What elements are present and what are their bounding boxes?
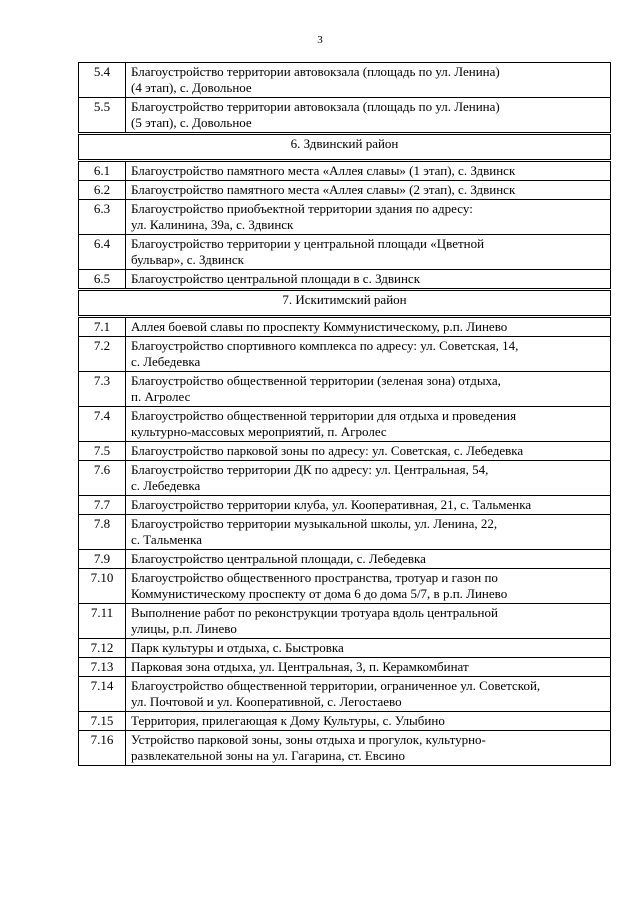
item-description — [126, 550, 611, 569]
description-line: Благоустройство территории музыкальной школы, ул. Ленина, 22, — [131, 516, 498, 531]
table-row — [79, 712, 611, 731]
item-number: 7.14 — [79, 677, 126, 712]
item-description — [126, 658, 611, 677]
item-number: 7.16 — [79, 731, 126, 766]
item-number: 6.4 — [79, 235, 126, 270]
description-line: Благоустройство памятного места «Аллея славы» (1 этап), с. Здвинск — [131, 163, 516, 178]
item-number: 7.8 — [79, 515, 126, 550]
item-number: 6.1 — [79, 161, 126, 181]
item-description — [126, 181, 611, 200]
description-line: Благоустройство приобъектной территории здания по адресу: — [131, 201, 473, 216]
description-line: Территория, прилегающая к Дому Культуры, с. Улыбино — [131, 713, 445, 728]
item-description — [126, 731, 611, 766]
description-line: бульвар», с. Здвинск — [131, 252, 244, 267]
table-row — [79, 731, 611, 766]
item-number: 7.4 — [79, 407, 126, 442]
item-description — [126, 200, 611, 235]
item-description — [126, 461, 611, 496]
item-number: 7.15 — [79, 712, 126, 731]
description-line: Благоустройство центральной площади, с. Лебедевка — [131, 551, 426, 566]
item-number: 7.6 — [79, 461, 126, 496]
item-number: 7.10 — [79, 569, 126, 604]
item-description — [126, 235, 611, 270]
item-description — [126, 639, 611, 658]
description-line: Благоустройство общественной территории для отдыха и проведения — [131, 408, 517, 423]
item-number: 6.2 — [79, 181, 126, 200]
item-number: 5.5 — [79, 98, 126, 134]
section-header-row — [79, 290, 611, 317]
item-number: 7.13 — [79, 658, 126, 677]
description-line: Коммунистическому проспекту от дома 6 до дома 5/7, в р.п. Линево — [131, 586, 508, 601]
section-title: 7. Искитимский район — [79, 290, 611, 317]
item-number: 7.9 — [79, 550, 126, 569]
item-description — [126, 63, 611, 98]
table-row — [79, 98, 611, 134]
item-number: 7.12 — [79, 639, 126, 658]
description-line: Благоустройство центральной площади в с. Здвинск — [131, 271, 421, 286]
description-line: ул. Почтовой и ул. Кооперативной, с. Легостаево — [131, 694, 402, 709]
table-row — [79, 63, 611, 98]
description-line: п. Агролес — [131, 389, 191, 404]
description-line: Благоустройство территории автовокзала (площадь по ул. Ленина) — [131, 64, 500, 79]
description-line: Парк культуры и отдыха, с. Быстровка — [131, 640, 344, 655]
item-description — [126, 270, 611, 290]
description-line: улицы, р.п. Линево — [131, 621, 237, 636]
item-number: 7.11 — [79, 604, 126, 639]
item-number: 7.5 — [79, 442, 126, 461]
description-line: Парковая зона отдыха, ул. Центральная, 3, п. Керамкомбинат — [131, 659, 469, 674]
description-line: (5 этап), с. Довольное — [131, 115, 252, 130]
description-line: Благоустройство общественной территории, ограниченное ул. Советской, — [131, 678, 541, 693]
description-line: ул. Калинина, 39а, с. Здвинск — [131, 217, 294, 232]
table-row — [79, 639, 611, 658]
item-number: 7.1 — [79, 317, 126, 337]
item-description — [126, 161, 611, 181]
item-description — [126, 337, 611, 372]
table-row — [79, 677, 611, 712]
section-header-row — [79, 134, 611, 161]
description-line: (4 этап), с. Довольное — [131, 80, 252, 95]
item-description — [126, 569, 611, 604]
item-number: 7.7 — [79, 496, 126, 515]
table-row — [79, 372, 611, 407]
item-description — [126, 677, 611, 712]
description-line: Благоустройство спортивного комплекса по адресу: ул. Советская, 14, — [131, 338, 519, 353]
table-row — [79, 337, 611, 372]
item-description — [126, 496, 611, 515]
item-description — [126, 372, 611, 407]
description-line: Аллея боевой славы по проспекту Коммунистическому, р.п. Линево — [131, 319, 508, 334]
item-number: 6.5 — [79, 270, 126, 290]
table-row — [79, 658, 611, 677]
table-row — [79, 496, 611, 515]
description-line: Благоустройство территории автовокзала (площадь по ул. Ленина) — [131, 99, 500, 114]
table-row — [79, 270, 611, 290]
item-description — [126, 98, 611, 134]
section-title: 6. Здвинский район — [79, 134, 611, 161]
description-line: развлекательной зоны на ул. Гагарина, ст. Евсино — [131, 748, 406, 763]
description-line: Благоустройство общественного пространства, тротуар и газон по — [131, 570, 498, 585]
description-line: Благоустройство территории клуба, ул. Кооперативная, 21, с. Тальменка — [131, 497, 532, 512]
item-description — [126, 317, 611, 337]
item-number: 6.3 — [79, 200, 126, 235]
item-description — [126, 442, 611, 461]
table-row — [79, 461, 611, 496]
item-description — [126, 407, 611, 442]
description-line: Устройство парковой зоны, зоны отдыха и прогулок, культурно- — [131, 732, 486, 747]
item-number: 7.3 — [79, 372, 126, 407]
description-line: с. Лебедевка — [131, 354, 201, 369]
item-description — [126, 712, 611, 731]
description-line: культурно-массовых мероприятий, п. Агролес — [131, 424, 387, 439]
table-row — [79, 235, 611, 270]
description-line: с. Тальменка — [131, 532, 203, 547]
description-line: Выполнение работ по реконструкции тротуара вдоль центральной — [131, 605, 498, 620]
table-row — [79, 407, 611, 442]
projects-table-body — [79, 63, 611, 766]
table-row — [79, 515, 611, 550]
table-row — [79, 604, 611, 639]
table-row — [79, 442, 611, 461]
item-description — [126, 515, 611, 550]
table-row — [79, 200, 611, 235]
table-row — [79, 550, 611, 569]
item-description — [126, 604, 611, 639]
table-row — [79, 181, 611, 200]
page-number: 3 — [317, 34, 323, 46]
projects-table — [78, 62, 611, 766]
table-row — [79, 317, 611, 337]
description-line: Благоустройство памятного места «Аллея славы» (2 этап), с. Здвинск — [131, 182, 516, 197]
table-row — [79, 569, 611, 604]
description-line: Благоустройство территории ДК по адресу: ул. Центральная, 54, — [131, 462, 489, 477]
table-row — [79, 161, 611, 181]
description-line: с. Лебедевка — [131, 478, 201, 493]
description-line: Благоустройство парковой зоны по адресу: ул. Советская, с. Лебедевка — [131, 443, 524, 458]
description-line: Благоустройство территории у центральной площади «Цветной — [131, 236, 485, 251]
item-number: 7.2 — [79, 337, 126, 372]
item-number: 5.4 — [79, 63, 126, 98]
description-line: Благоустройство общественной территории (зеленая зона) отдыха, — [131, 373, 501, 388]
